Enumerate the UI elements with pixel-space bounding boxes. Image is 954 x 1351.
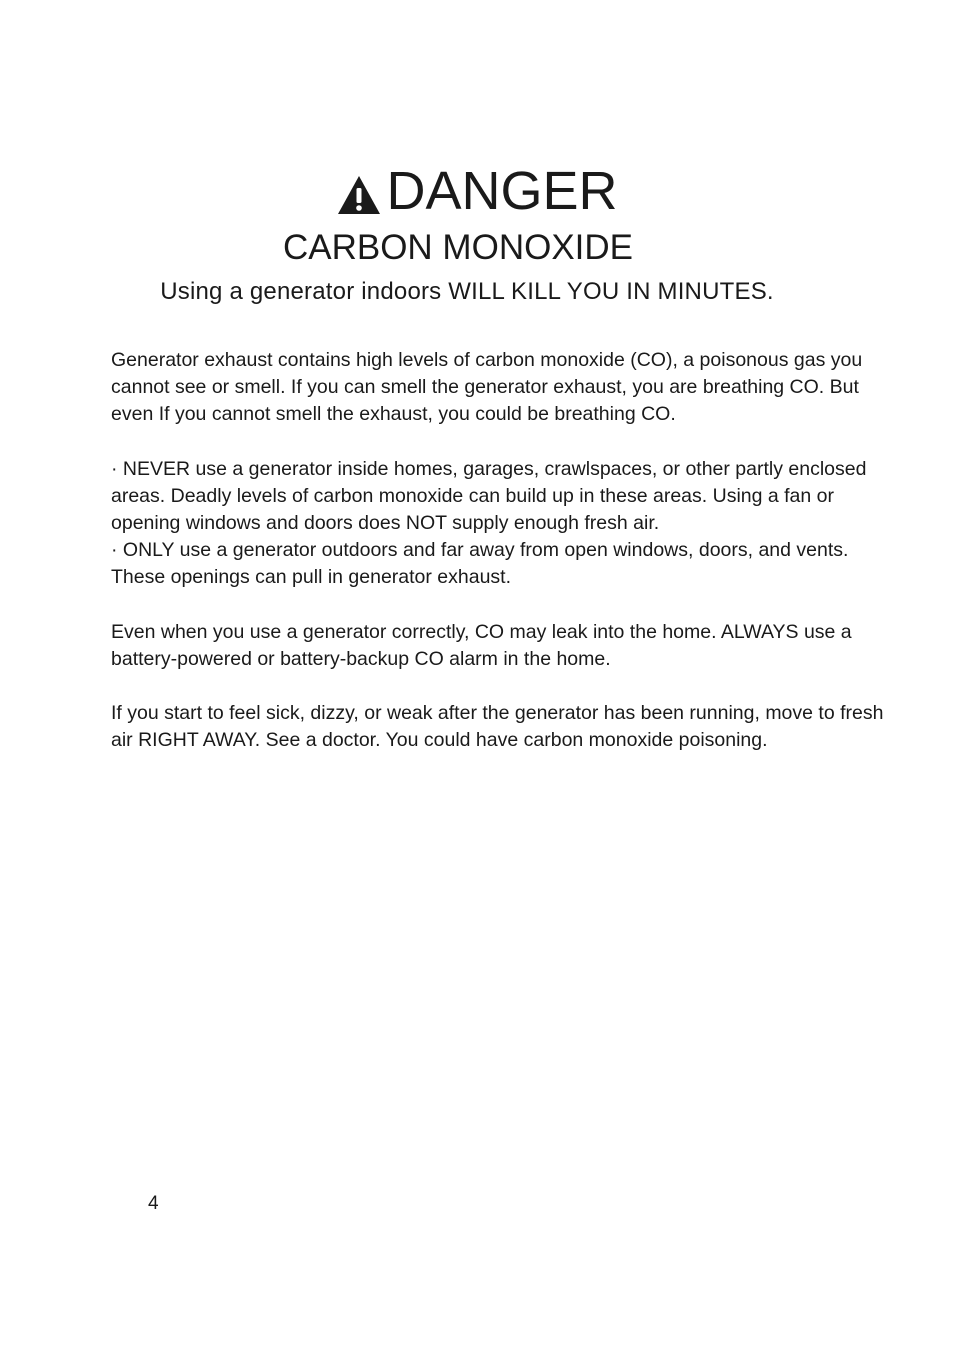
bullet-never-indoors: · NEVER use a generator inside homes, garages, crawlspaces, or other partly enclosed areas. Deadly levels of carbon monoxide can build up in these areas. Using a fan or opening windows and doors does NOT supply enough fresh air. [111, 457, 867, 535]
hazard-title: CARBON MONOXIDE [282, 228, 634, 267]
paragraph-exhaust: Generator exhaust contains high levels of carbon monoxide (CO), a poisonous gas you cannot see or smell. If you can smell the generator exhaust, you are breathing CO. But even If you cannot smell the exhaust, you could be breathing CO. [111, 349, 863, 426]
bullet-only-outdoors: · ONLY use a generator outdoors and far away from open windows, doors, and vents. These openings can pull in generator exhaust. [111, 539, 849, 589]
danger-title [336, 160, 617, 222]
paragraph-co-alarm: Even when you use a generator correctly, CO may leak into the home. ALWAYS use a battery-powered or battery-backup CO alarm in the home. [111, 620, 852, 670]
signal-word: DANGER [386, 161, 618, 221]
warning-body [111, 347, 891, 754]
page-number: 4 [148, 1193, 159, 1214]
danger-header [0, 160, 954, 222]
hazard-tagline: Using a generator indoors WILL KILL YOU IN MINUTES. [160, 278, 774, 305]
warning-triangle-icon [336, 174, 382, 216]
paragraph-symptoms: If you start to feel sick, dizzy, or weak after the generator has been running, move to fresh air RIGHT AWAY. See a doctor. You could have carbon monoxide poisoning. [111, 702, 884, 752]
